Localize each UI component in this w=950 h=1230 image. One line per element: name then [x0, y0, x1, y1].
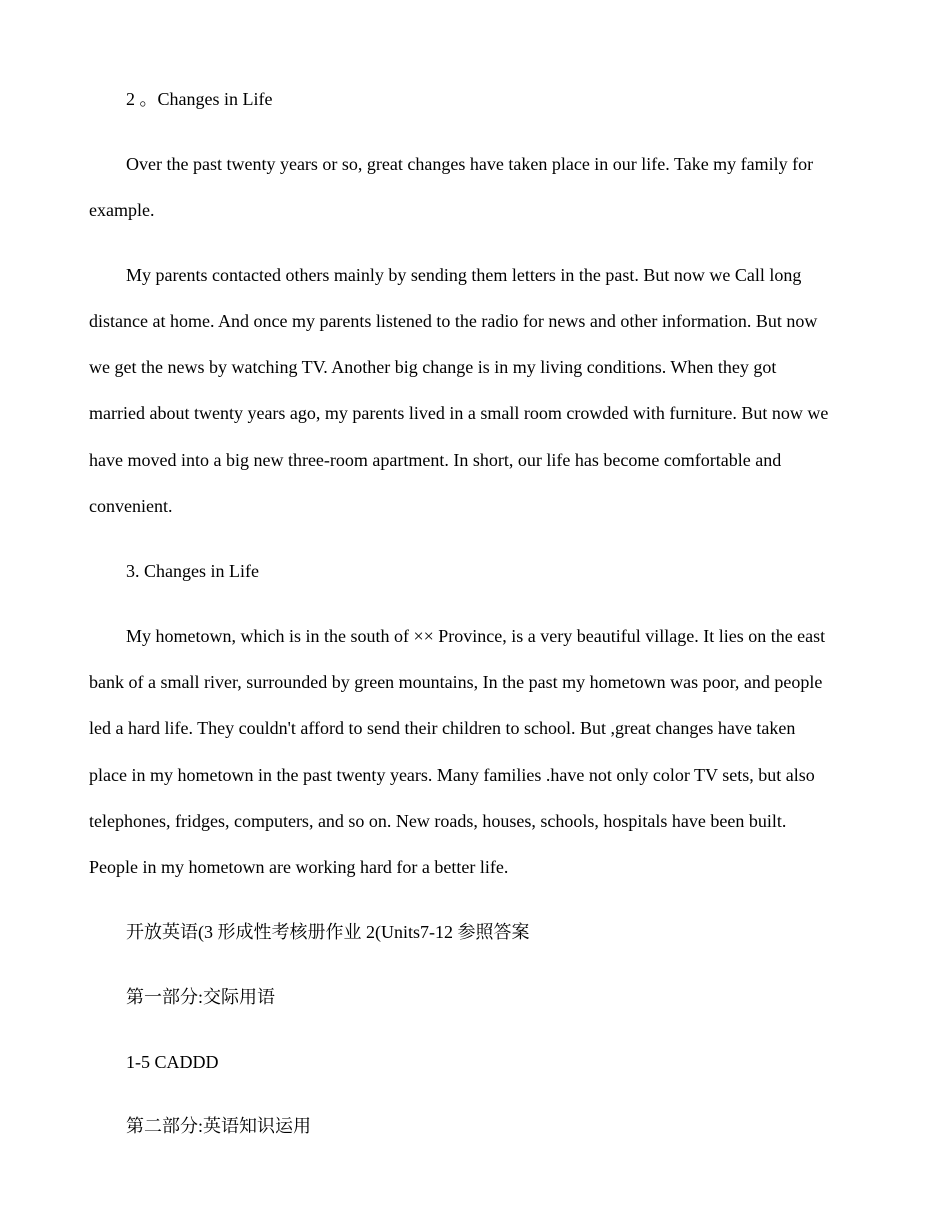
paragraph-line: My hometown, which is in the south of ×× Province, is a very beautiful village. It lies on the east — [126, 626, 826, 646]
paragraph-line: distance at home. And once my parents listened to the radio for news and other information. But now — [89, 311, 818, 331]
section-heading: 2 。Changes in Life — [126, 89, 273, 109]
part2-label: 第二部分:英语知识运用 — [126, 1116, 311, 1136]
paragraph-line: we get the news by watching TV. Another big change is in my living conditions. When they got — [89, 357, 777, 377]
paragraph-line: have moved into a big new three-room apartment. In short, our life has become comfortable and — [89, 450, 782, 470]
answer-key-title: 开放英语(3 形成性考核册作业 2(Units7-12 参照答案 — [126, 922, 530, 942]
paragraph-line: convenient. — [89, 496, 173, 516]
paragraph-line: People in my hometown are working hard for a better life. — [89, 857, 509, 877]
paragraph-line: place in my hometown in the past twenty years. Many families .have not only color TV sets, but also — [89, 765, 815, 785]
part1-label: 第一部分:交际用语 — [126, 987, 276, 1007]
part1-answers: 1-5 CADDD — [126, 1052, 219, 1072]
paragraph-line: bank of a small river, surrounded by green mountains, In the past my hometown was poor, and people — [89, 672, 823, 692]
paragraph-line: Over the past twenty years or so, great changes have taken place in our life. Take my family for — [126, 154, 814, 174]
paragraph-line: led a hard life. They couldn't afford to send their children to school. But ,great changes have taken — [89, 718, 796, 738]
paragraph-line: married about twenty years ago, my parents lived in a small room crowded with furniture. But now we — [89, 403, 829, 423]
paragraph-line: telephones, fridges, computers, and so on. New roads, houses, schools, hospitals have been built. — [89, 811, 787, 831]
section-heading: 3. Changes in Life — [126, 561, 259, 581]
paragraph-line: My parents contacted others mainly by sending them letters in the past. But now we Call long — [126, 265, 802, 285]
paragraph-line: example. — [89, 200, 155, 220]
